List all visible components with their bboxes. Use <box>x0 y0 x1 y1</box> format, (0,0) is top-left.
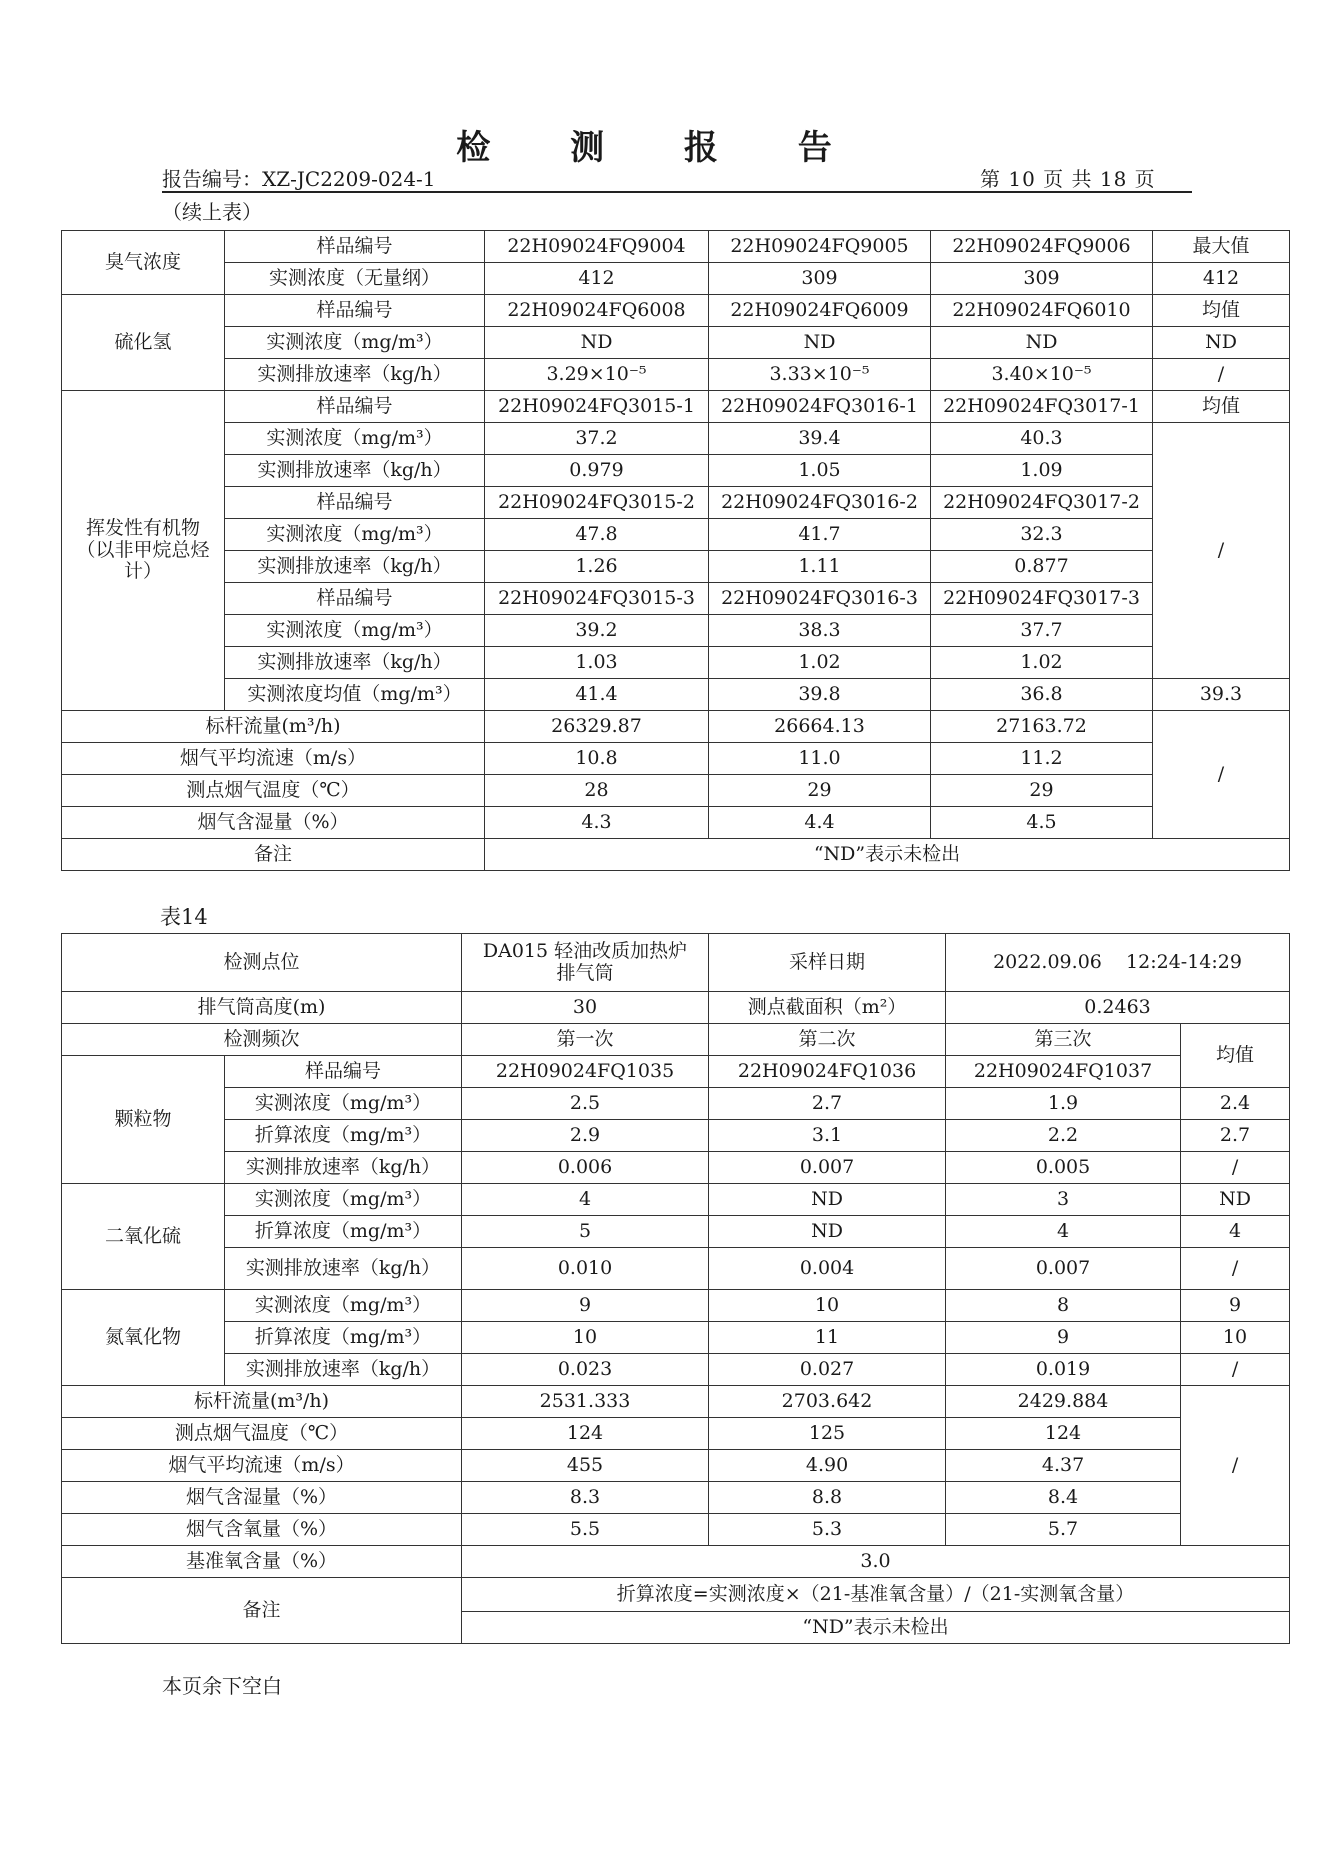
nox-row-label: 实测浓度（mg/m³） <box>225 1290 462 1322</box>
flow-label: 烟气平均流速（m/s） <box>62 1450 462 1482</box>
table-row <box>62 1322 1290 1354</box>
table-row <box>62 1418 1290 1450</box>
voc-rate: 1.03 <box>485 647 709 679</box>
voc-agg-label: 均值 <box>1153 391 1290 423</box>
flow-value: 125 <box>709 1418 946 1450</box>
sample-label: 样品编号 <box>225 487 485 519</box>
voc-name: 挥发性有机物（以非甲烷总烃计） <box>62 391 225 711</box>
table-row <box>62 1056 1290 1088</box>
pm-value: 1.9 <box>946 1088 1181 1120</box>
flow-value: 8.8 <box>709 1482 946 1514</box>
voc-sample: 22H09024FQ3015-2 <box>485 487 709 519</box>
remark-label: 备注 <box>62 1578 462 1644</box>
table-row <box>62 743 1290 775</box>
flow-label: 烟气含湿量（%） <box>62 1482 462 1514</box>
so2-row-label: 实测排放速率（kg/h） <box>225 1248 462 1290</box>
h2s-sample-2: 22H09024FQ6009 <box>709 295 931 327</box>
so2-value: 4 <box>462 1184 709 1216</box>
ref-o2-value: 3.0 <box>462 1546 1290 1578</box>
flow-value: 11.2 <box>931 743 1153 775</box>
h2s-agg-label: 均值 <box>1153 295 1290 327</box>
nox-value: 10 <box>709 1290 946 1322</box>
so2-value: 3 <box>946 1184 1181 1216</box>
table-row <box>62 1450 1290 1482</box>
voc-mean: 36.8 <box>931 679 1153 711</box>
nox-value: 11 <box>709 1322 946 1354</box>
table-row <box>62 1290 1290 1322</box>
flow-label: 标杆流量(m³/h) <box>62 711 485 743</box>
so2-value: 0.010 <box>462 1248 709 1290</box>
voc-conc: 41.7 <box>709 519 931 551</box>
table-row <box>62 934 1290 992</box>
flow-value: 27163.72 <box>931 711 1153 743</box>
table-row <box>62 455 1290 487</box>
page-footer-note: 本页余下空白 <box>162 1674 282 1698</box>
table-row <box>62 1152 1290 1184</box>
table-row <box>62 391 1290 423</box>
voc-rate: 0.877 <box>931 551 1153 583</box>
ref-o2-label: 基准氧含量（%） <box>62 1546 462 1578</box>
voc-rate: 1.02 <box>709 647 931 679</box>
flow-value: 4.37 <box>946 1450 1181 1482</box>
flow-label: 测点烟气温度（℃） <box>62 1418 462 1450</box>
table-row <box>62 551 1290 583</box>
so2-value: 4 <box>946 1216 1181 1248</box>
odor-sample-2: 22H09024FQ9005 <box>709 231 931 263</box>
flow-agg-blank: / <box>1153 711 1290 839</box>
pm-value: 0.006 <box>462 1152 709 1184</box>
odor-sample-3: 22H09024FQ9006 <box>931 231 1153 263</box>
voc-rate: 1.26 <box>485 551 709 583</box>
table-row <box>62 327 1290 359</box>
flow-value: 28 <box>485 775 709 807</box>
table-row <box>62 359 1290 391</box>
table-row <box>62 839 1290 871</box>
voc-sample: 22H09024FQ3017-2 <box>931 487 1153 519</box>
table-row <box>62 615 1290 647</box>
flow-label: 标杆流量(m³/h) <box>62 1386 462 1418</box>
report-title: 检 测 报 告 <box>456 128 866 168</box>
so2-value: 5 <box>462 1216 709 1248</box>
voc-conc: 38.3 <box>709 615 931 647</box>
flow-value: 2703.642 <box>709 1386 946 1418</box>
pm-name: 颗粒物 <box>62 1056 225 1184</box>
voc-sample: 22H09024FQ3016-2 <box>709 487 931 519</box>
pm-row-label: 实测浓度（mg/m³） <box>225 1088 462 1120</box>
sample-label: 样品编号 <box>225 1056 462 1088</box>
header-rule <box>162 191 1192 193</box>
nox-value: 0.027 <box>709 1354 946 1386</box>
voc-sample: 22H09024FQ3016-1 <box>709 391 931 423</box>
flow-label: 烟气含氧量（%） <box>62 1514 462 1546</box>
voc-conc: 40.3 <box>931 423 1153 455</box>
nox-agg: 9 <box>1181 1290 1290 1322</box>
table-row <box>62 992 1290 1024</box>
table-14 <box>61 933 1290 1644</box>
flow-value: 4.4 <box>709 807 931 839</box>
freq-1: 第一次 <box>462 1024 709 1056</box>
voc-conc: 37.7 <box>931 615 1153 647</box>
report-number: 报告编号：XZ-JC2209-024-1 <box>162 167 436 191</box>
table-row <box>62 1578 1290 1612</box>
flow-value: 2531.333 <box>462 1386 709 1418</box>
flow-value: 26664.13 <box>709 711 931 743</box>
sample-label: 样品编号 <box>225 231 485 263</box>
remark-label: 备注 <box>62 839 485 871</box>
so2-row-label: 折算浓度（mg/m³） <box>225 1216 462 1248</box>
voc-agg-blank: / <box>1153 423 1290 679</box>
flow-value: 11.0 <box>709 743 931 775</box>
nox-row-label: 实测排放速率（kg/h） <box>225 1354 462 1386</box>
h2s-rate-3: 3.40×10⁻⁵ <box>931 359 1153 391</box>
voc-mean: 41.4 <box>485 679 709 711</box>
h2s-conc-1: ND <box>485 327 709 359</box>
flow-label: 烟气含湿量（%） <box>62 807 485 839</box>
pm-sample: 22H09024FQ1035 <box>462 1056 709 1088</box>
flow-value: 5.5 <box>462 1514 709 1546</box>
table-row <box>62 583 1290 615</box>
so2-agg: ND <box>1181 1184 1290 1216</box>
nox-value: 0.019 <box>946 1354 1181 1386</box>
flow-value: 8.3 <box>462 1482 709 1514</box>
pm-sample: 22H09024FQ1036 <box>709 1056 946 1088</box>
h2s-rate-agg: / <box>1153 359 1290 391</box>
table-row <box>62 647 1290 679</box>
voc-mean-agg: 39.3 <box>1153 679 1290 711</box>
pm-row-label: 折算浓度（mg/m³） <box>225 1120 462 1152</box>
voc-rate: 1.09 <box>931 455 1153 487</box>
voc-conc: 39.2 <box>485 615 709 647</box>
table-row <box>62 711 1290 743</box>
so2-name: 二氧化硫 <box>62 1184 225 1290</box>
table-row <box>62 263 1290 295</box>
odor-conc-2: 309 <box>709 263 931 295</box>
voc-rate-label: 实测排放速率（kg/h） <box>225 551 485 583</box>
h2s-sample-3: 22H09024FQ6010 <box>931 295 1153 327</box>
table-14-label: 表14 <box>160 905 208 929</box>
so2-value: ND <box>709 1184 946 1216</box>
voc-sample: 22H09024FQ3017-3 <box>931 583 1153 615</box>
so2-row-label: 实测浓度（mg/m³） <box>225 1184 462 1216</box>
table-row <box>62 1482 1290 1514</box>
nox-agg: 10 <box>1181 1322 1290 1354</box>
voc-conc: 32.3 <box>931 519 1153 551</box>
voc-mean-label: 实测浓度均值（mg/m³） <box>225 679 485 711</box>
voc-sample: 22H09024FQ3017-1 <box>931 391 1153 423</box>
so2-agg: 4 <box>1181 1216 1290 1248</box>
freq-2: 第二次 <box>709 1024 946 1056</box>
odor-conc-1: 412 <box>485 263 709 295</box>
voc-conc: 47.8 <box>485 519 709 551</box>
table-row <box>62 519 1290 551</box>
table-row <box>62 1120 1290 1152</box>
table-row <box>62 1024 1290 1056</box>
area-value: 0.2463 <box>946 992 1290 1024</box>
pm-value: 2.2 <box>946 1120 1181 1152</box>
voc-rate-label: 实测排放速率（kg/h） <box>225 455 485 487</box>
point-value: DA015 轻油改质加热炉排气筒 <box>462 934 709 992</box>
table-row <box>62 487 1290 519</box>
flow-value: 5.7 <box>946 1514 1181 1546</box>
table-row <box>62 1216 1290 1248</box>
flow-value: 26329.87 <box>485 711 709 743</box>
table-row <box>62 1184 1290 1216</box>
h2s-rate-1: 3.29×10⁻⁵ <box>485 359 709 391</box>
continued-note: （续上表） <box>162 200 262 224</box>
freq-label: 检测频次 <box>62 1024 462 1056</box>
flow-value: 4.3 <box>485 807 709 839</box>
pm-value: 0.005 <box>946 1152 1181 1184</box>
odor-agg-label: 最大值 <box>1153 231 1290 263</box>
voc-rate-label: 实测排放速率（kg/h） <box>225 647 485 679</box>
table-row <box>62 1248 1290 1290</box>
so2-value: 0.004 <box>709 1248 946 1290</box>
pm-sample: 22H09024FQ1037 <box>946 1056 1181 1088</box>
voc-sample: 22H09024FQ3015-3 <box>485 583 709 615</box>
flow-value: 10.8 <box>485 743 709 775</box>
flow-value: 455 <box>462 1450 709 1482</box>
sample-label: 样品编号 <box>225 583 485 615</box>
flow-label: 烟气平均流速（m/s） <box>62 743 485 775</box>
odor-conc-agg: 412 <box>1153 263 1290 295</box>
pm-agg: 2.4 <box>1181 1088 1290 1120</box>
odor-conc-label: 实测浓度（无量纲） <box>225 263 485 295</box>
voc-rate: 1.02 <box>931 647 1153 679</box>
nox-agg: / <box>1181 1354 1290 1386</box>
table-row <box>62 231 1290 263</box>
nox-value: 9 <box>946 1322 1181 1354</box>
h2s-conc-agg: ND <box>1153 327 1290 359</box>
height-value: 30 <box>462 992 709 1024</box>
table-row <box>62 1354 1290 1386</box>
nox-row-label: 折算浓度（mg/m³） <box>225 1322 462 1354</box>
pm-value: 2.9 <box>462 1120 709 1152</box>
remark-nd: “ND”表示未检出 <box>462 1612 1290 1644</box>
date-label: 采样日期 <box>709 934 946 992</box>
flow-value: 29 <box>931 775 1153 807</box>
table-row <box>62 1088 1290 1120</box>
nox-value: 9 <box>462 1290 709 1322</box>
table-row <box>62 807 1290 839</box>
nox-value: 10 <box>462 1322 709 1354</box>
h2s-conc-3: ND <box>931 327 1153 359</box>
date-value: 2022.09.06 12:24-14:29 <box>946 934 1290 992</box>
flow-value: 124 <box>462 1418 709 1450</box>
flow-value: 29 <box>709 775 931 807</box>
voc-conc: 39.4 <box>709 423 931 455</box>
nox-name: 氮氧化物 <box>62 1290 225 1386</box>
table-row <box>62 679 1290 711</box>
pm-value: 3.1 <box>709 1120 946 1152</box>
h2s-conc-label: 实测浓度（mg/m³） <box>225 327 485 359</box>
pm-value: 2.5 <box>462 1088 709 1120</box>
so2-agg: / <box>1181 1248 1290 1290</box>
odor-sample-1: 22H09024FQ9004 <box>485 231 709 263</box>
remark-text: “ND”表示未检出 <box>485 839 1290 871</box>
pm-agg: 2.7 <box>1181 1120 1290 1152</box>
h2s-name: 硫化氢 <box>62 295 225 391</box>
h2s-sample-1: 22H09024FQ6008 <box>485 295 709 327</box>
flow-label: 测点烟气温度（℃） <box>62 775 485 807</box>
odor-conc-3: 309 <box>931 263 1153 295</box>
voc-rate: 1.05 <box>709 455 931 487</box>
flow-value: 8.4 <box>946 1482 1181 1514</box>
pm-value: 0.007 <box>709 1152 946 1184</box>
table-row <box>62 775 1290 807</box>
nox-value: 8 <box>946 1290 1181 1322</box>
table-row <box>62 295 1290 327</box>
nox-value: 0.023 <box>462 1354 709 1386</box>
voc-sample: 22H09024FQ3016-3 <box>709 583 931 615</box>
pm-agg: / <box>1181 1152 1290 1184</box>
voc-mean: 39.8 <box>709 679 931 711</box>
flow-value: 4.90 <box>709 1450 946 1482</box>
flow-value: 2429.884 <box>946 1386 1181 1418</box>
sample-label: 样品编号 <box>225 295 485 327</box>
flow-value: 124 <box>946 1418 1181 1450</box>
agg-label: 均值 <box>1181 1024 1290 1088</box>
voc-rate: 1.11 <box>709 551 931 583</box>
remark-formula: 折算浓度=实测浓度×（21-基准氧含量）/（21-实测氧含量） <box>462 1578 1290 1612</box>
flow-agg-blank: / <box>1181 1386 1290 1546</box>
h2s-rate-label: 实测排放速率（kg/h） <box>225 359 485 391</box>
odor-name: 臭气浓度 <box>62 231 225 295</box>
table-row <box>62 1386 1290 1418</box>
voc-conc-label: 实测浓度（mg/m³） <box>225 519 485 551</box>
flow-value: 4.5 <box>931 807 1153 839</box>
table-row <box>62 1546 1290 1578</box>
flow-value: 5.3 <box>709 1514 946 1546</box>
point-label: 检测点位 <box>62 934 462 992</box>
page-number: 第 10 页 共 18 页 <box>980 167 1156 191</box>
voc-conc-label: 实测浓度（mg/m³） <box>225 615 485 647</box>
table-row <box>62 423 1290 455</box>
h2s-rate-2: 3.33×10⁻⁵ <box>709 359 931 391</box>
height-label: 排气筒高度(m) <box>62 992 462 1024</box>
pm-value: 2.7 <box>709 1088 946 1120</box>
so2-value: ND <box>709 1216 946 1248</box>
voc-sample: 22H09024FQ3015-1 <box>485 391 709 423</box>
sample-label: 样品编号 <box>225 391 485 423</box>
h2s-conc-2: ND <box>709 327 931 359</box>
table-row <box>62 1514 1290 1546</box>
voc-rate: 0.979 <box>485 455 709 487</box>
so2-value: 0.007 <box>946 1248 1181 1290</box>
voc-conc: 37.2 <box>485 423 709 455</box>
voc-conc-label: 实测浓度（mg/m³） <box>225 423 485 455</box>
freq-3: 第三次 <box>946 1024 1181 1056</box>
results-table-continued <box>61 230 1290 871</box>
area-label: 测点截面积（m²） <box>709 992 946 1024</box>
pm-row-label: 实测排放速率（kg/h） <box>225 1152 462 1184</box>
